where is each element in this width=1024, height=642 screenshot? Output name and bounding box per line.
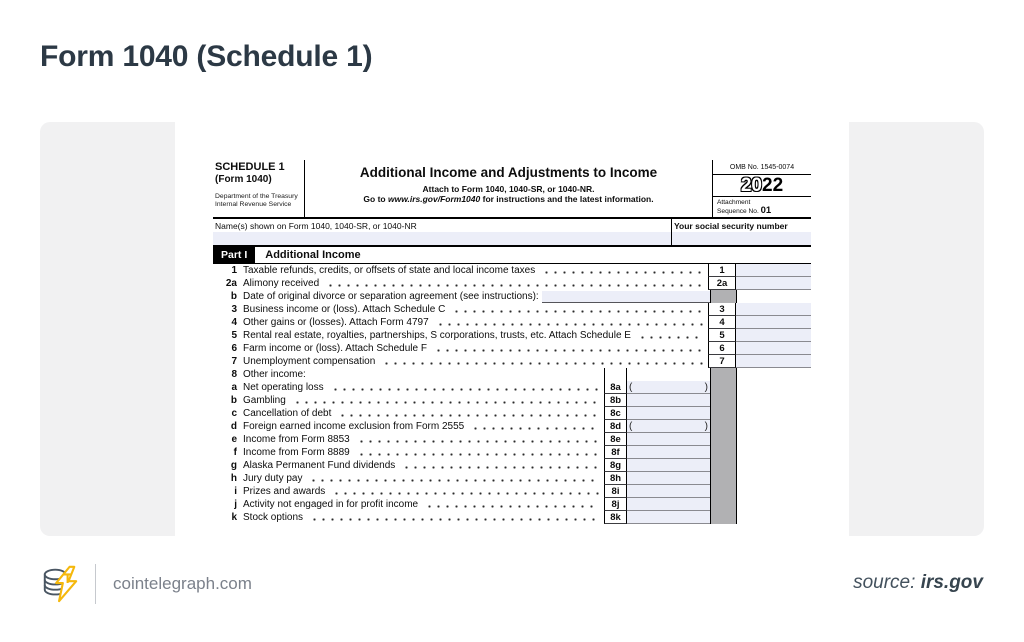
line-label: Business income or (loss). Attach Schedule C xyxy=(243,303,446,315)
dept-line-2: Internal Revenue Service xyxy=(215,201,292,208)
shaded-cell xyxy=(710,420,737,433)
line-box-number: 5 xyxy=(708,329,736,342)
line-box-number: 3 xyxy=(708,303,736,316)
dot-leader xyxy=(331,388,599,391)
line-number: 1 xyxy=(231,264,237,276)
line-number: b xyxy=(230,290,237,302)
line-number: c xyxy=(231,407,237,419)
line-number: b xyxy=(230,394,237,406)
dot-leader xyxy=(332,492,599,495)
form-line-8a xyxy=(213,381,811,394)
paren-close: ) xyxy=(704,420,708,432)
line-number: a xyxy=(231,381,237,393)
dot-leader xyxy=(357,440,599,443)
dot-leader xyxy=(434,349,703,352)
ssn-cell xyxy=(672,219,811,245)
empty-box xyxy=(627,368,710,381)
input-field-line-1 xyxy=(736,264,811,277)
source-label: source: xyxy=(853,572,921,593)
dot-leader xyxy=(382,362,703,365)
line-box-number: 8c xyxy=(604,407,627,420)
empty-fill xyxy=(306,368,604,381)
form-line-8f xyxy=(213,446,811,459)
shaded-cell xyxy=(710,407,737,420)
name-input-field xyxy=(213,232,671,245)
form-number-label: (Form 1040) xyxy=(215,174,272,185)
attach-instruction: Attach to Form 1040, 1040-SR, or 1040-NR. xyxy=(422,184,595,194)
goto-suffix: for instructions and the latest information. xyxy=(480,194,654,204)
input-field-line-8f xyxy=(627,446,710,459)
omb-number: OMB No. 1545-0074 xyxy=(713,160,811,175)
empty-box xyxy=(604,368,627,381)
line-label: Taxable refunds, credits, or offsets of state and local income taxes xyxy=(243,264,536,276)
empty-cell xyxy=(737,381,811,394)
line-label: Alimony received xyxy=(243,277,320,289)
lightning-icon xyxy=(56,567,76,601)
form-line-8b xyxy=(213,394,811,407)
attachment-label: Attachment xyxy=(717,199,751,206)
form-line-8k xyxy=(213,511,811,524)
line-label: Unemployment compensation xyxy=(243,355,376,367)
empty-cell xyxy=(737,433,811,446)
form-header-center xyxy=(305,160,713,217)
line-number: g xyxy=(230,459,237,471)
line-number: f xyxy=(233,446,237,458)
input-field-line-8d xyxy=(627,420,710,433)
input-field-line-8b xyxy=(627,394,710,407)
form-line-8d xyxy=(213,420,811,433)
line-number: 3 xyxy=(231,303,237,315)
line-box-number: 1 xyxy=(708,264,736,277)
form-line-1 xyxy=(213,264,811,277)
line-label: Jury duty pay xyxy=(243,472,303,484)
input-field-line-8i xyxy=(627,485,710,498)
empty-cell xyxy=(737,511,811,524)
input-field-line-8k xyxy=(627,511,710,524)
input-field-line-8j xyxy=(627,498,710,511)
shaded-cell xyxy=(710,459,737,472)
line-label: Cancellation of debt xyxy=(243,407,332,419)
input-field-line-8e xyxy=(627,433,710,446)
schedule-label: SCHEDULE 1 xyxy=(215,161,285,173)
line-box-number: 8a xyxy=(604,381,627,394)
line-box-number: 8j xyxy=(604,498,627,511)
form-line-5 xyxy=(213,329,811,342)
form-line-8e xyxy=(213,433,811,446)
line-number: d xyxy=(230,420,237,432)
dot-leader xyxy=(471,427,599,430)
attachment-sequence xyxy=(713,197,811,217)
form-image-card xyxy=(40,122,984,536)
paren-open: ( xyxy=(629,381,633,393)
input-field-line-7 xyxy=(736,355,811,368)
line-number: i xyxy=(234,485,237,497)
sequence-number: 01 xyxy=(760,204,772,216)
line-label: Prizes and awards xyxy=(243,485,326,497)
paren-close: ) xyxy=(704,381,708,393)
line-box-number: 8f xyxy=(604,446,627,459)
dot-leader xyxy=(425,505,599,508)
shaded-cell xyxy=(710,511,737,524)
dot-leader xyxy=(309,479,599,482)
shaded-cell xyxy=(710,485,737,498)
shaded-cell xyxy=(710,498,737,511)
line-number: 2a xyxy=(225,277,237,289)
part1-header xyxy=(213,247,811,264)
empty-cell xyxy=(737,498,811,511)
line-box-number: 8i xyxy=(604,485,627,498)
input-field-line-8h xyxy=(627,472,710,485)
form-line-8i xyxy=(213,485,811,498)
line-number: 7 xyxy=(231,355,237,367)
dot-leader xyxy=(357,453,599,456)
line-box-number: 6 xyxy=(708,342,736,355)
line-box-number: 8b xyxy=(604,394,627,407)
footer-brand xyxy=(40,563,252,605)
empty-cell xyxy=(737,446,811,459)
line-box-number: 2a xyxy=(708,277,736,290)
sequence-label: Sequence No. xyxy=(717,207,761,215)
part1-badge: Part I xyxy=(213,247,255,263)
line-number: 8 xyxy=(231,368,237,380)
line-number: k xyxy=(231,511,237,523)
line-box-number: 8d xyxy=(604,420,627,433)
source-value: irs.gov xyxy=(920,572,983,593)
shaded-cell xyxy=(710,381,737,394)
cointelegraph-logo-icon xyxy=(40,563,80,605)
line-box-number: 8g xyxy=(604,459,627,472)
tax-year xyxy=(713,175,811,197)
dot-leader xyxy=(338,414,599,417)
shaded-cell xyxy=(710,446,737,459)
dot-leader xyxy=(436,323,703,326)
line-label: Other income: xyxy=(243,368,306,380)
shaded-cell xyxy=(710,394,737,407)
goto-url: www.irs.gov/Form1040 xyxy=(387,194,481,204)
ssn-input-field xyxy=(672,232,811,245)
input-field-line-5 xyxy=(736,329,811,342)
shaded-cell xyxy=(710,433,737,446)
source-attribution xyxy=(853,572,983,594)
line-number: 4 xyxy=(231,316,237,328)
form-line-2b xyxy=(213,290,811,303)
line-label: Alaska Permanent Fund dividends xyxy=(243,459,396,471)
line-label: Gambling xyxy=(243,394,286,406)
input-field-line-8a xyxy=(627,381,710,394)
empty-cell xyxy=(737,459,811,472)
dot-leader xyxy=(542,271,703,274)
input-field-line-3 xyxy=(736,303,811,316)
line-label: Stock options xyxy=(243,511,304,523)
form-line-4 xyxy=(213,316,811,329)
year-outline-digits: 20 xyxy=(740,175,762,196)
dot-leader xyxy=(638,336,703,339)
line-number: e xyxy=(231,433,237,445)
shaded-cell xyxy=(710,472,737,485)
goto-prefix: Go to xyxy=(363,194,388,204)
input-field-line-6 xyxy=(736,342,811,355)
line-label: Rental real estate, royalties, partnerships, S corporations, trusts, etc. Attach Schedule E xyxy=(243,329,631,341)
line-number: 5 xyxy=(231,329,237,341)
line-label: Foreign earned income exclusion from Form 2555 xyxy=(243,420,465,432)
line-label: Income from Form 8889 xyxy=(243,446,350,458)
year-solid-digits: 22 xyxy=(762,175,784,196)
brand-url: cointelegraph.com xyxy=(113,574,252,593)
name-cell xyxy=(213,219,672,245)
form-line-2a xyxy=(213,277,811,290)
empty-cell xyxy=(737,394,811,407)
form-line-8c xyxy=(213,407,811,420)
dot-leader xyxy=(452,310,703,313)
form-line-8j xyxy=(213,498,811,511)
line-label: Income from Form 8853 xyxy=(243,433,350,445)
line-box-number: 8e xyxy=(604,433,627,446)
line-label: Farm income or (loss). Attach Schedule F xyxy=(243,342,427,354)
ssn-label: Your social security number xyxy=(674,220,788,231)
empty-cell xyxy=(737,420,811,433)
name-label: Name(s) shown on Form 1040, 1040-SR, or 1040-NR xyxy=(215,220,417,231)
input-field-line-2a xyxy=(736,277,811,290)
page-title: Form 1040 (Schedule 1) xyxy=(40,40,373,73)
line-label: Date of original divorce or separation agreement (see instructions): xyxy=(243,290,539,302)
line-label: Other gains or (losses). Attach Form 4797 xyxy=(243,316,429,328)
empty-cell xyxy=(737,472,811,485)
line-box-number: 8h xyxy=(604,472,627,485)
empty-cell xyxy=(737,290,811,303)
dot-leader xyxy=(326,284,703,287)
line-number: 6 xyxy=(231,342,237,354)
date-underline-field xyxy=(542,291,710,303)
line-box-number: 7 xyxy=(708,355,736,368)
dot-leader xyxy=(402,466,599,469)
form-header xyxy=(213,160,811,219)
form-header-right xyxy=(713,160,811,217)
shaded-cell xyxy=(710,290,737,303)
line-box-number: 8k xyxy=(604,511,627,524)
line-number: j xyxy=(234,498,237,510)
input-field-line-8c xyxy=(627,407,710,420)
empty-cell xyxy=(737,485,811,498)
goto-instruction xyxy=(315,194,702,204)
line-number: h xyxy=(230,472,237,484)
part1-title: Additional Income xyxy=(265,248,361,261)
name-ssn-row xyxy=(213,219,811,247)
line-label: Activity not engaged in for profit income xyxy=(243,498,419,510)
form-line-8 xyxy=(213,368,811,381)
shaded-cell xyxy=(710,368,737,381)
empty-cell xyxy=(737,407,811,420)
dot-leader xyxy=(310,518,599,521)
form-line-8g xyxy=(213,459,811,472)
form-line-8h xyxy=(213,472,811,485)
footer-divider xyxy=(95,564,96,604)
form-line-6 xyxy=(213,342,811,355)
irs-form-page xyxy=(175,122,849,536)
empty-cell xyxy=(737,368,811,381)
form-title: Additional Income and Adjustments to Income xyxy=(359,165,658,180)
dept-line-1: Department of the Treasury xyxy=(215,193,298,200)
form-line-7 xyxy=(213,355,811,368)
input-field-line-4 xyxy=(736,316,811,329)
paren-open: ( xyxy=(629,420,633,432)
dot-leader xyxy=(293,401,599,404)
line-box-number: 4 xyxy=(708,316,736,329)
form-header-left xyxy=(213,160,305,217)
input-field-line-8g xyxy=(627,459,710,472)
form-line-3 xyxy=(213,303,811,316)
line-label: Net operating loss xyxy=(243,381,324,393)
